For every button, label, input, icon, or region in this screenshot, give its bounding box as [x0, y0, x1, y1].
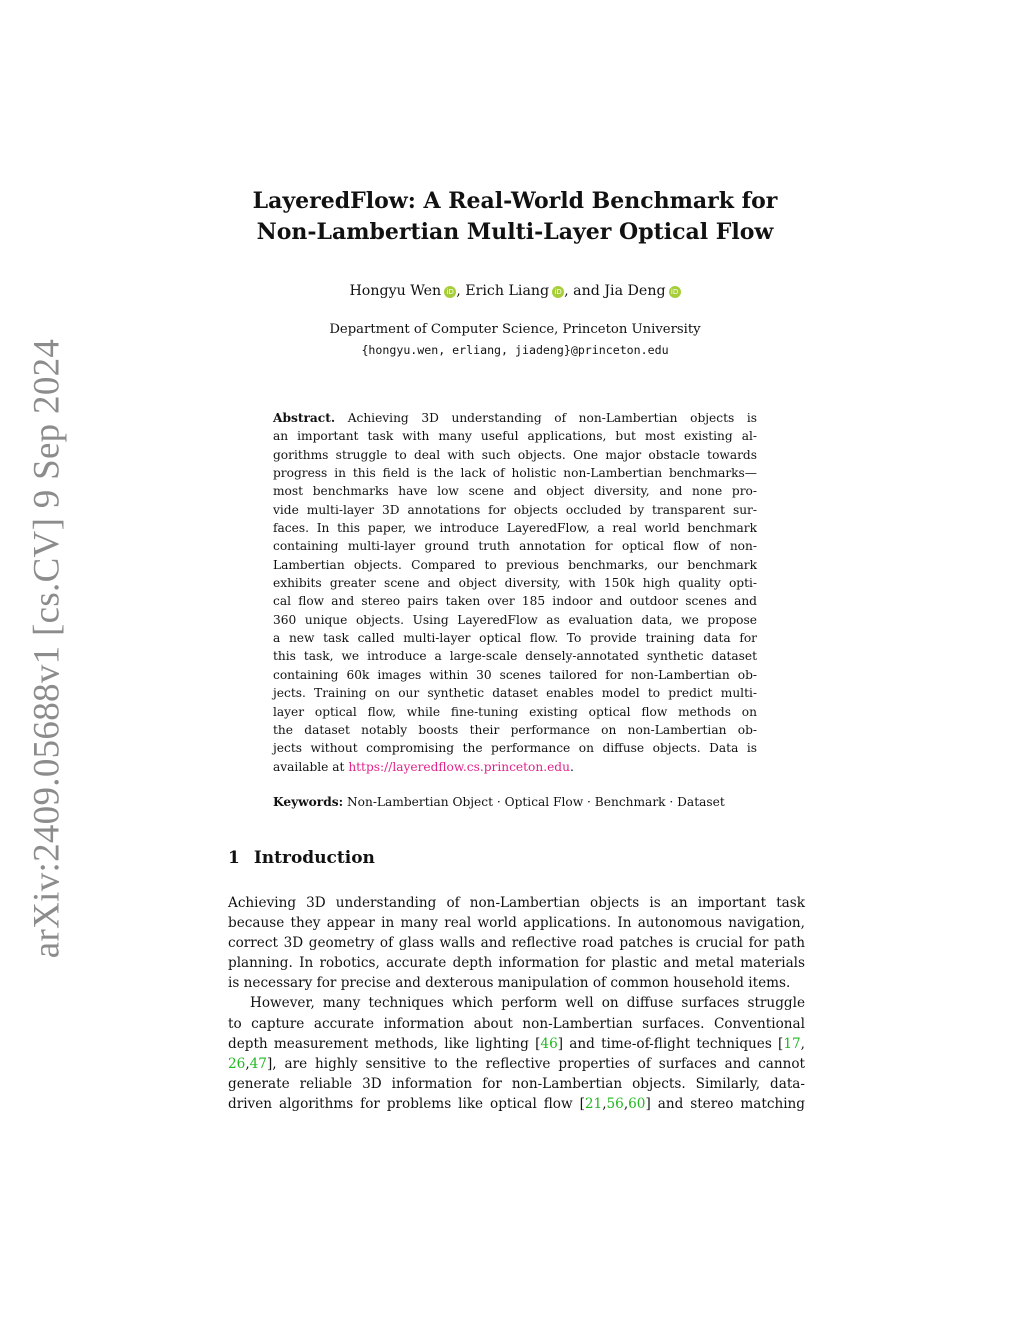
abstract-line: Lambertian objects. Compared to previous benchmarks, our benchmark — [273, 557, 757, 572]
paragraph-text: ], are highly sensitive to the reflective properties of surfaces and cannot — [266, 1055, 805, 1072]
orcid-icon[interactable]: iD — [552, 286, 564, 298]
abstract-line: jects without compromising the performance on diffuse objects. Data is — [273, 741, 757, 756]
paragraph-line: Achieving 3D understanding of non-Lambertian objects is an important task — [228, 895, 805, 911]
department: Department of Computer Science, Princeton University — [329, 322, 701, 337]
paragraph-line: is necessary for precise and dexterous manipulation of common household items. — [228, 975, 791, 992]
abstract-line — [273, 758, 757, 776]
citation-link[interactable]: 17 — [783, 1035, 801, 1052]
arxiv-identifier: arXiv:2409.05688v1 [cs.CV] 9 Sep 2024 — [26, 338, 68, 958]
abstract-label: Abstract. — [273, 411, 336, 425]
author-name: Erich Liang — [465, 283, 550, 299]
keywords — [273, 795, 793, 809]
paragraph-text: ] and stereo matching — [645, 1095, 805, 1112]
paragraph-line: However, many techniques which perform well on diffuse surfaces struggle — [250, 995, 805, 1012]
citation-link[interactable]: 56 — [606, 1095, 624, 1112]
paragraph-line: to capture accurate information about non-Lambertian surfaces. Conventional — [228, 1015, 805, 1032]
citation-link[interactable]: 46 — [540, 1035, 558, 1052]
abstract-line: containing 60k images within 30 scenes tailored for non-Lambertian ob- — [273, 667, 757, 682]
paragraph-line: correct 3D geometry of glass walls and reflective road patches is crucial for path — [228, 935, 805, 952]
paragraph-line: planning. In robotics, accurate depth information for plastic and metal materials — [228, 955, 805, 972]
paper-title — [180, 186, 850, 248]
title-line-2: Non-Lambertian Multi-Layer Optical Flow — [256, 219, 774, 245]
abstract-line: exhibits greater scene and object diversity, with 150k high quality opti- — [273, 576, 757, 591]
title-line-1: LayeredFlow: A Real-World Benchmark for — [252, 188, 778, 214]
author-list — [180, 283, 850, 299]
citation-link[interactable]: 60 — [628, 1095, 646, 1112]
orcid-icon[interactable]: iD — [444, 286, 456, 298]
body-text — [228, 893, 805, 1114]
section-title: Introduction — [253, 848, 375, 868]
abstract-line: 360 unique objects. Using LayeredFlow as evaluation data, we propose — [273, 612, 757, 627]
affiliation — [180, 320, 850, 360]
author-separator: , — [456, 283, 466, 299]
section-number: 1 — [228, 848, 240, 868]
paragraph-text: , — [623, 1095, 629, 1112]
abstract-text: . — [569, 759, 574, 774]
abstract-line: the dataset notably boosts their performance on non-Lambertian ob- — [273, 722, 757, 737]
abstract-text: available at — [273, 759, 349, 774]
abstract-line: layer optical flow, while fine-tuning existing optical flow methods on — [273, 704, 757, 719]
abstract-line: an important task with many useful applications, but most existing al- — [273, 429, 757, 444]
paragraph-text: ] and time-of-flight techniques [ — [557, 1035, 784, 1052]
paragraph-text: , — [602, 1095, 607, 1112]
citation-link[interactable]: 21 — [584, 1095, 603, 1112]
paragraph-text: driven algorithms for problems like optical flow [ — [228, 1095, 585, 1112]
abstract-text: Achieving 3D understanding of non-Lambertian objects is — [335, 411, 757, 425]
abstract-line: gorithms struggle to deal with such objects. One major obstacle towards — [273, 447, 757, 462]
abstract-line: a new task called multi-layer optical flow. To provide training data for — [273, 631, 757, 646]
section-heading — [228, 848, 375, 868]
author-name: Jia Deng — [604, 283, 666, 299]
citation-link[interactable]: 47 — [249, 1055, 267, 1072]
abstract-line: this task, we introduce a large-scale densely-annotated synthetic dataset — [273, 649, 757, 664]
abstract — [273, 409, 757, 776]
paragraph-text: , — [800, 1035, 805, 1052]
author-name: Hongyu Wen — [349, 283, 442, 299]
abstract-line: cal flow and stereo pairs taken over 185 indoor and outdoor scenes and — [273, 594, 757, 609]
author-emails: {hongyu.wen, erliang, jiadeng}@princeton.edu — [361, 343, 669, 357]
abstract-line — [273, 409, 757, 427]
citation-link[interactable]: 26 — [228, 1055, 246, 1072]
abstract-line: faces. In this paper, we introduce LayeredFlow, a real world benchmark — [273, 521, 757, 536]
paragraph-line: because they appear in many real world applications. In autonomous navigation, — [228, 915, 805, 932]
paragraph-text: depth measurement methods, like lighting [ — [228, 1035, 541, 1052]
keywords-text: Non-Lambertian Object · Optical Flow · Benchmark · Dataset — [343, 795, 725, 809]
author-separator: , and — [564, 283, 605, 299]
abstract-line: progress in this field is the lack of holistic non-Lambertian benchmarks— — [273, 466, 757, 481]
arxiv-side-stamp — [24, 338, 70, 958]
paragraph-line — [228, 1054, 805, 1074]
abstract-line: most benchmarks have low scene and object diversity, and none pro- — [273, 484, 757, 499]
paragraph-line — [228, 1094, 805, 1114]
abstract-line: containing multi-layer ground truth annotation for optical flow of non- — [273, 539, 757, 554]
paragraph-line — [228, 1034, 805, 1054]
abstract-line: vide multi-layer 3D annotations for objects occluded by transparent sur- — [273, 502, 757, 517]
orcid-icon[interactable]: iD — [669, 286, 681, 298]
paragraph-text: , — [245, 1055, 250, 1072]
abstract-line: jects. Training on our synthetic dataset enables model to predict multi- — [273, 686, 757, 701]
keywords-label: Keywords: — [273, 795, 344, 809]
dataset-url-link[interactable]: https://layeredflow.cs.princeton.edu — [348, 759, 570, 774]
paragraph-line: generate reliable 3D information for non-Lambertian objects. Similarly, data- — [228, 1075, 805, 1092]
